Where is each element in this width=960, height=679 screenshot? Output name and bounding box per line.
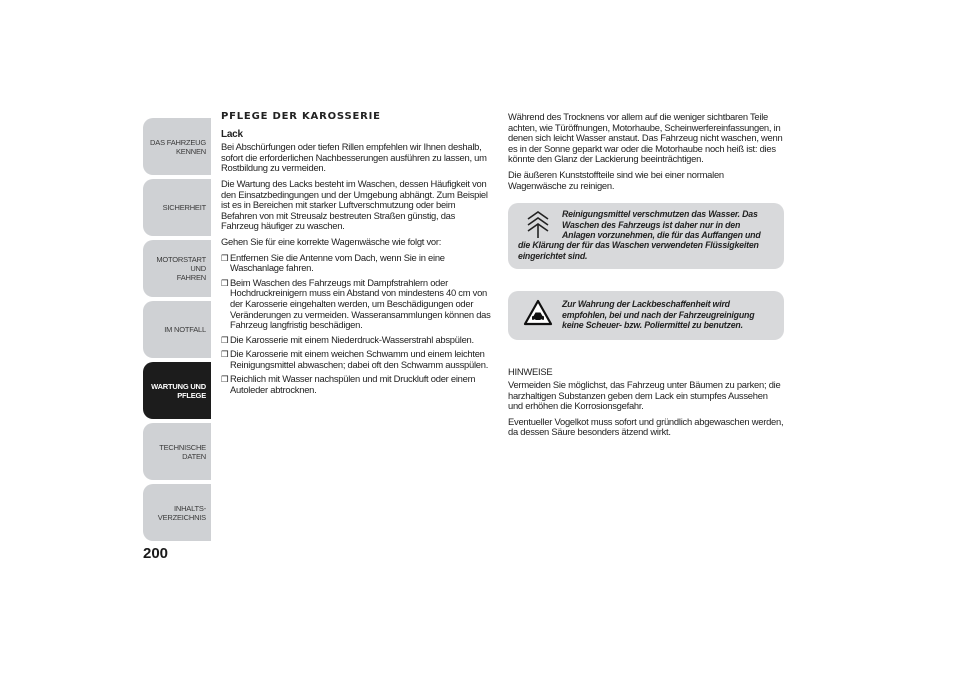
list-item-text: Entfernen Sie die Antenne vom Dach, wenn Sie in eine Waschanlage fahren. — [230, 251, 445, 274]
paragraph: Während des Trocknens vor allem auf die weniger sichtbaren Teile achten, wie Türöffnungen, Motorhaube, Scheinwerfereinfassungen, in denen sich leicht Wasser anstaut. Das Fahrzeug nicht waschen, wenn es in der Sonne geparkt war oder die Motorhaube noch heiß ist: dies könnte den Glanz der Lackierung beeinträchtigen. — [508, 111, 783, 165]
page-number: 200 — [143, 545, 169, 562]
tab-sicherheit[interactable] — [143, 179, 211, 236]
section-title: PFLEGE DER KAROSSERIE — [221, 111, 381, 122]
checkbox-bullet-icon: ❒ — [221, 374, 229, 385]
paragraph: Die Wartung des Lacks besteht im Waschen, dessen Häufigkeit von den Einsatzbedingungen und der Umgebung abhängt. Zum Beispiel ist es in Bereichen mit starker Luftverschmutzung oder beim Befahren von mit Streusalz bestreuten Straßen günstig, das Fahrzeug häufiger zu waschen. — [221, 177, 488, 232]
paragraph: Eventueller Vogelkot muss sofort und gründlich abgewaschen werden, da dessen Säure besonders ätzend wirkt. — [508, 415, 784, 438]
list-item-text: Die Karosserie mit einem Niederdruck-Wasserstrahl abspülen. — [230, 333, 474, 345]
paragraph: Bei Abschürfungen oder tiefen Rillen empfehlen wir Ihnen deshalb, sofort die erforderlichen Nachbesserungen ausführen zu lassen, um Rostbildung zu vermeiden. — [221, 141, 487, 174]
note-text: Zur Wahrung der Lackbeschaffenheit wird empfohlen, bei und nach der Fahrzeugreinigung keine Scheuer- bzw. Poliermittel zu benutzen. — [562, 299, 755, 330]
tab-wartung-und-pflege[interactable] — [143, 362, 211, 419]
list-item-text: Die Karosserie mit einem weichen Schwamm und einem leichten Reinigungsmittel abwaschen; dabei oft den Schwamm ausspülen. — [230, 348, 489, 370]
list-item — [221, 335, 493, 346]
tab-label: SICHERHEIT — [162, 203, 206, 212]
environment-arrows-icon — [518, 209, 558, 239]
sub-title: Lack — [221, 128, 243, 140]
list-item — [221, 253, 493, 274]
tab-technische-daten[interactable] — [143, 423, 211, 480]
paragraph: Vermeiden Sie möglichst, das Fahrzeug unter Bäumen zu parken; die harzhaltigen Substanzen geben dem Lack ein stumpfes Aussehen und erhöhen die Korrosionsgefahr. — [508, 379, 781, 412]
checkbox-bullet-icon: ❒ — [221, 277, 229, 288]
tab-label: INHALTS- VERZEICHNIS — [157, 503, 206, 522]
right-column — [508, 112, 784, 443]
tab-label: WARTUNG UND PFLEGE — [151, 381, 206, 400]
warning-note — [508, 291, 784, 340]
checkbox-bullet-icon: ❒ — [221, 252, 229, 263]
list-item-text: Beim Waschen des Fahrzeugs mit Dampfstrahlern oder Hochdruckreinigern muss ein Abstand von mindestens 40 cm von der Karosserie eingehalten werden, um Beschädigungen oder Veränderungen zu vermeiden. Wasseransammlungen können das Fahrzeug langfristig beschädigen. — [230, 276, 491, 331]
tab-label: MOTORSTART UND FAHREN — [156, 255, 206, 282]
list-item — [221, 374, 493, 395]
paragraph: Gehen Sie für eine korrekte Wagenwäsche wie folgt vor: — [221, 235, 442, 247]
checkbox-bullet-icon: ❒ — [221, 349, 229, 360]
list-item — [221, 349, 493, 370]
warning-car-icon — [518, 299, 558, 329]
tab-label: IM NOTFALL — [164, 325, 206, 334]
environment-note — [508, 203, 784, 269]
checkbox-bullet-icon: ❒ — [221, 334, 229, 345]
paragraph: Die äußeren Kunststoffteile sind wie bei einer normalen Wagenwäsche zu reinigen. — [508, 168, 724, 191]
tab-label: TECHNISCHE DATEN — [159, 442, 206, 461]
tab-label: DAS FAHRZEUG KENNEN — [150, 137, 206, 156]
tab-inhaltsverzeichnis[interactable] — [143, 484, 211, 541]
hinweise-heading: HINWEISE — [508, 366, 553, 378]
list-item-text: Reichlich mit Wasser nachspülen und mit Druckluft oder einem Autoleder abtrocknen. — [230, 373, 476, 396]
list-item — [221, 278, 493, 331]
tab-motorstart-und-fahren[interactable] — [143, 240, 211, 297]
left-column — [221, 112, 493, 400]
tab-im-notfall[interactable] — [143, 301, 211, 358]
tab-das-fahrzeug-kennen[interactable] — [143, 118, 211, 175]
note-text: Reinigungsmittel verschmutzen das Wasser. Das Waschen des Fahrzeugs ist daher nur in den Anlagen vorzunehmen, die für das Auffangen und die Klärung der für das Waschen verwendeten Flüssigkeiten eingerichtet sind. — [518, 209, 761, 261]
